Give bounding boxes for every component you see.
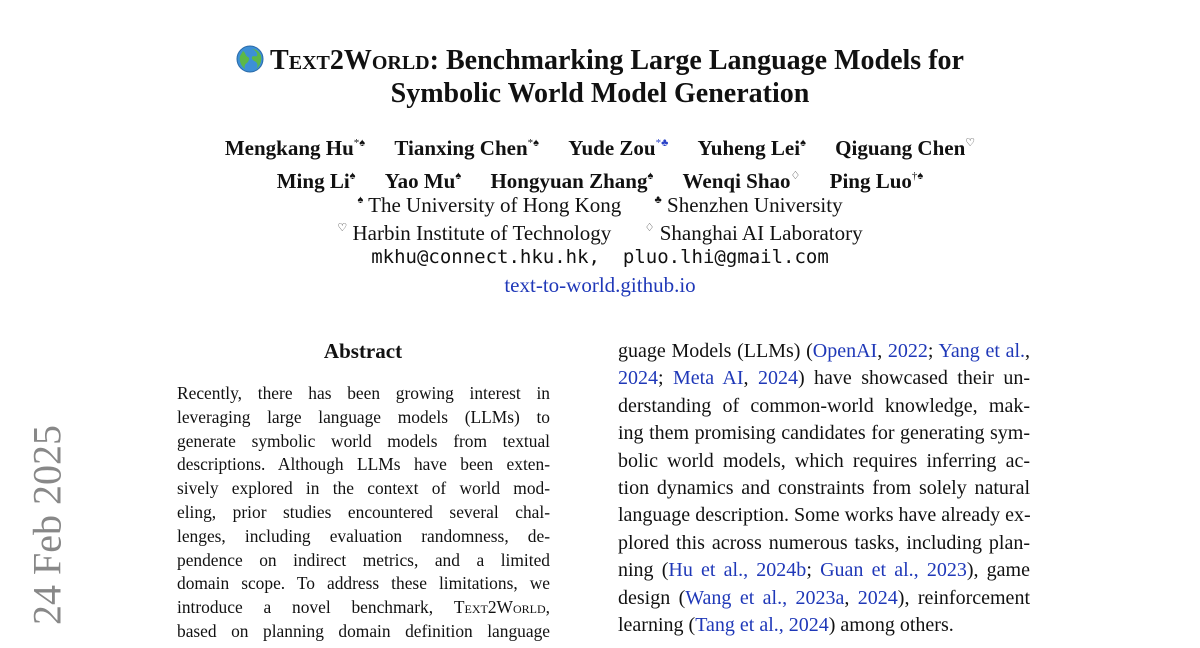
abstract-line: descriptions. Although LLMs have been exten- bbox=[177, 454, 550, 475]
abstract-line: eling, prior studies encountered several chal- bbox=[177, 501, 550, 522]
paper-title bbox=[0, 44, 1200, 110]
abstract-line: lenges, including evaluation randomness, de- bbox=[177, 525, 550, 546]
citation-link[interactable]: Meta AI bbox=[672, 367, 744, 390]
author: Wenqi Shao♢ bbox=[682, 169, 801, 193]
affiliation: ♣ Shenzhen University bbox=[654, 193, 843, 217]
abstract-text bbox=[177, 382, 550, 644]
abstract-line: introduce a novel benchmark, Text2World, bbox=[177, 597, 550, 618]
title-rest: : Benchmarking Large Language Models for bbox=[429, 45, 964, 76]
author-row-1 bbox=[0, 129, 1200, 162]
body-line: language description. Some works have already ex- bbox=[618, 504, 1031, 527]
abstract-heading: Abstract bbox=[323, 339, 403, 363]
contact-emails[interactable]: mkhu@connect.hku.hk, pluo.lhi@gmail.com bbox=[371, 246, 829, 268]
affiliation-row-2 bbox=[0, 214, 1200, 247]
body-line: guage Models (LLMs) (OpenAI, 2022; Yang et al., bbox=[618, 340, 1030, 362]
arxiv-date-stamp bbox=[22, 425, 72, 625]
body-line: ning (Hu et al., 2024b; Guan et al., 2023), game bbox=[618, 559, 1030, 582]
affiliation: ♡ Harbin Institute of Technology bbox=[337, 221, 612, 245]
author: Yao Mu♠ bbox=[384, 169, 462, 193]
citation-link[interactable]: 2022 bbox=[887, 340, 928, 362]
abstract-line: Recently, there has been growing interest in bbox=[177, 383, 550, 403]
author: Tianxing Chen*♠ bbox=[394, 136, 539, 160]
body-line: 2024; Meta AI, 2024) have showcased their un- bbox=[618, 367, 1031, 390]
body-line: design (Wang et al., 2023a, 2024), reinforcement bbox=[618, 586, 1030, 609]
author: Yude Zou*♣ bbox=[568, 136, 669, 160]
body-line: learning (Tang et al., 2024) among others. bbox=[618, 614, 954, 637]
abstract-line: sively explored in the context of world mod- bbox=[177, 478, 550, 499]
author: Ming Li♠ bbox=[276, 169, 356, 193]
citation-link[interactable]: Yang et al. bbox=[938, 340, 1025, 362]
citation-link[interactable]: 2024 bbox=[757, 367, 798, 390]
citation-link[interactable]: 2024 bbox=[857, 586, 898, 609]
body-line: tion dynamics and constraints from solely natural bbox=[618, 477, 1030, 500]
citation-link[interactable]: OpenAI bbox=[812, 340, 878, 362]
author: Qiguang Chen♡ bbox=[835, 136, 976, 160]
globe-icon bbox=[236, 45, 264, 73]
body-line: ing them promising candidates for generating sym- bbox=[618, 422, 1030, 445]
citation-link[interactable]: 2024 bbox=[618, 367, 658, 390]
author: Hongyuan Zhang♠ bbox=[490, 169, 654, 193]
benchmark-name: Text2World bbox=[270, 45, 430, 76]
body-line: derstanding of common-world knowledge, mak- bbox=[618, 394, 1030, 417]
title-line-2: Symbolic World Model Generation bbox=[390, 78, 810, 109]
title-line-1 bbox=[0, 44, 1200, 77]
author: Mengkang Hu*♠ bbox=[224, 136, 366, 160]
abstract-line: domain scope. To address these limitations, we bbox=[177, 573, 550, 594]
citation-link[interactable]: Wang et al., 2023a bbox=[685, 586, 845, 609]
author: Ping Luo†♠ bbox=[829, 169, 924, 193]
abstract-line: based on planning domain definition language bbox=[177, 620, 550, 641]
project-website-link[interactable]: text-to-world.github.io bbox=[504, 273, 696, 297]
introduction-text bbox=[618, 338, 1030, 639]
abstract-line: leveraging large language models (LLMs) to bbox=[177, 406, 550, 427]
abstract-line: pendence on indirect metrics, and a limited bbox=[177, 549, 550, 570]
body-line: bolic world models, which requires inferring ac- bbox=[618, 449, 1030, 472]
affiliation: ♢ Shanghai AI Laboratory bbox=[644, 221, 863, 245]
citation-link[interactable]: Hu et al., 2024b bbox=[668, 559, 807, 582]
citation-link[interactable]: Tang et al., 2024 bbox=[695, 614, 829, 637]
abstract-line: generate symbolic world models from textual bbox=[177, 430, 550, 451]
arxiv-date-text: 24 Feb 2025 bbox=[24, 425, 70, 625]
affiliation: ♠ The University of Hong Kong bbox=[357, 193, 622, 217]
body-line: plored this across numerous tasks, including plan- bbox=[618, 531, 1030, 554]
citation-link[interactable]: Guan et al., 2023 bbox=[820, 559, 967, 582]
author: Yuheng Lei♠ bbox=[697, 136, 806, 160]
